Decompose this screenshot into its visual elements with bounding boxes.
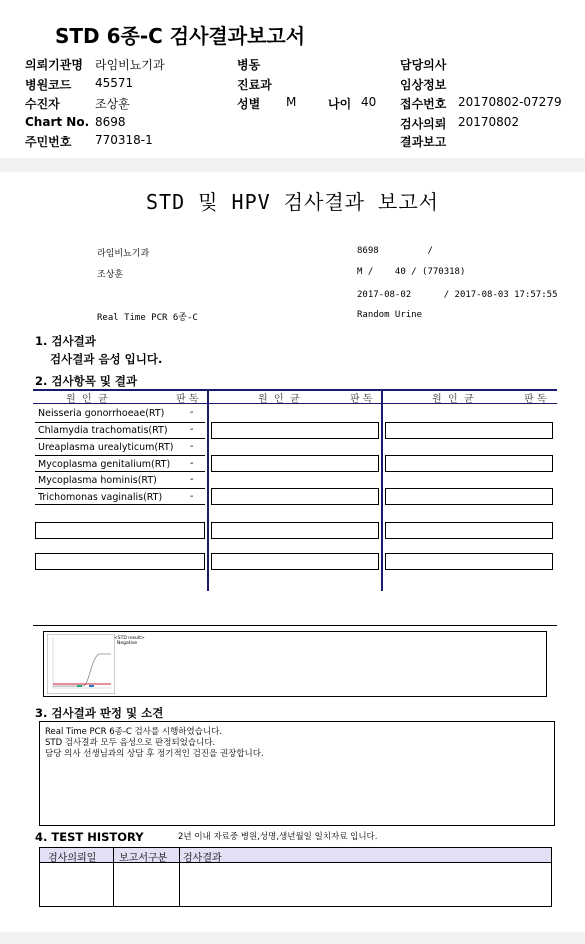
value-chart-no: 8698	[95, 115, 126, 129]
info-specimen: Random Urine	[357, 310, 423, 320]
section1-title: 1. 검사결과	[35, 334, 96, 348]
label-hospital-code: 병원코드	[25, 78, 72, 92]
label-result-report: 결과보고	[400, 135, 447, 149]
value-receipt-number: 20170802-07279	[458, 95, 562, 109]
item-name: Ureaplasma urealyticum(RT)	[38, 442, 174, 453]
info-test: Real Time PCR 6종-C	[97, 313, 198, 323]
empty-cell	[211, 455, 379, 472]
item-name: Mycoplasma hominis(RT)	[38, 475, 157, 486]
label-ward: 병동	[237, 58, 261, 72]
col-result-1: 판 독	[176, 394, 199, 405]
label-clinical-info: 임상정보	[400, 78, 447, 92]
report-header	[0, 0, 585, 158]
row-line	[35, 422, 205, 423]
table-divider-1	[207, 389, 209, 591]
table-divider-2	[381, 389, 383, 591]
history-header-bg	[40, 848, 551, 862]
value-sex: M	[286, 95, 297, 109]
label-test-request: 검사의뢰	[400, 117, 447, 131]
empty-cell	[211, 522, 379, 539]
empty-cell	[211, 422, 379, 439]
report-body	[0, 172, 585, 932]
value-test-request: 20170802	[458, 115, 520, 129]
empty-cell	[35, 522, 205, 539]
finding-line: Real Time PCR 6종-C 검사를 시행하였습니다.	[45, 727, 223, 737]
info-hospital: 라임비뇨기과	[97, 249, 150, 259]
history-col-result: 검사결과	[183, 853, 222, 864]
history-note: 2년 이내 자료중 병원,성명,생년월일 일치자료 입니다.	[178, 832, 378, 842]
row-line	[35, 438, 205, 439]
label-chart-no: Chart No.	[25, 115, 90, 129]
row-line	[35, 471, 205, 472]
info-sex-age: M / 40 / (770318)	[357, 267, 466, 277]
history-col-type: 보고서구분	[119, 853, 168, 864]
finding-line: 담당 의사 선생님과의 상담 후 정기적인 검진을 권장합니다.	[45, 749, 264, 759]
value-hospital-code: 45571	[95, 76, 134, 90]
value-age: 40	[361, 95, 377, 109]
info-chart: 8698 /	[357, 246, 433, 256]
graph-legend-line1: <STD result>	[114, 636, 145, 641]
graph-top-line	[33, 625, 557, 626]
finding-line: STD 검사결과 모두 음성으로 판정되었습니다.	[45, 738, 216, 748]
row-line	[35, 455, 205, 456]
item-result: -	[190, 441, 194, 452]
item-name: Trichomonas vaginalis(RT)	[38, 492, 163, 503]
graph-frame	[43, 631, 547, 697]
info-patient: 조상훈	[97, 270, 124, 280]
item-result: -	[190, 458, 194, 469]
item-result: -	[190, 491, 194, 502]
label-requesting-institution: 의뢰기관명	[25, 58, 83, 72]
pcr-curve-graph	[47, 634, 115, 694]
label-patient: 수진자	[25, 97, 60, 111]
history-divider-1	[113, 847, 114, 907]
label-sex: 성별	[237, 97, 261, 111]
label-age: 나이	[328, 97, 352, 111]
col-result-3: 판 독	[524, 394, 547, 405]
info-dates: 2017-08-02 / 2017-08-03 17:57:55	[357, 290, 558, 300]
empty-cell	[385, 422, 553, 439]
item-result: -	[190, 474, 194, 485]
empty-cell	[385, 522, 553, 539]
label-resident-number: 주민번호	[25, 135, 72, 149]
value-requesting-institution: 라임비뇨기과	[95, 58, 165, 72]
col-pathogen-3: 원 인 균	[432, 394, 474, 405]
empty-cell	[385, 455, 553, 472]
item-name: Mycoplasma genitalium(RT)	[38, 459, 171, 470]
history-divider-2	[179, 847, 180, 907]
history-header-line	[39, 862, 552, 863]
report-title: STD 및 HPV 검사결과 보고서	[146, 190, 439, 214]
section4-title: 4. TEST HISTORY	[35, 830, 144, 844]
empty-cell	[385, 488, 553, 505]
section1-text: 검사결과 음성 입니다.	[50, 352, 163, 366]
header-title: STD 6종-C 검사결과보고서	[55, 24, 306, 48]
col-pathogen-2: 원 인 균	[258, 394, 300, 405]
item-result: -	[190, 407, 194, 418]
value-patient: 조상훈	[95, 97, 130, 111]
label-receipt-number: 접수번호	[400, 97, 447, 111]
col-pathogen-1: 원 인 균	[66, 394, 108, 405]
label-department: 진료과	[237, 78, 272, 92]
empty-cell	[385, 553, 553, 570]
row-line	[35, 488, 205, 489]
item-result: -	[190, 424, 194, 435]
row-line	[35, 504, 205, 505]
empty-cell	[35, 553, 205, 570]
section3-title: 3. 검사결과 판정 및 소견	[35, 706, 164, 720]
label-attending-doctor: 담당의사	[400, 58, 447, 72]
item-name: Chlamydia trachomatis(RT)	[38, 425, 168, 436]
history-col-date: 검사의뢰일	[48, 853, 97, 864]
empty-cell	[211, 488, 379, 505]
col-result-2: 판 독	[350, 394, 373, 405]
value-resident-number: 770318-1	[95, 133, 153, 147]
graph-legend-line2: Negative	[117, 641, 138, 646]
section2-title: 2. 검사항목 및 결과	[35, 374, 138, 388]
empty-cell	[211, 553, 379, 570]
item-name: Neisseria gonorrhoeae(RT)	[38, 408, 165, 419]
